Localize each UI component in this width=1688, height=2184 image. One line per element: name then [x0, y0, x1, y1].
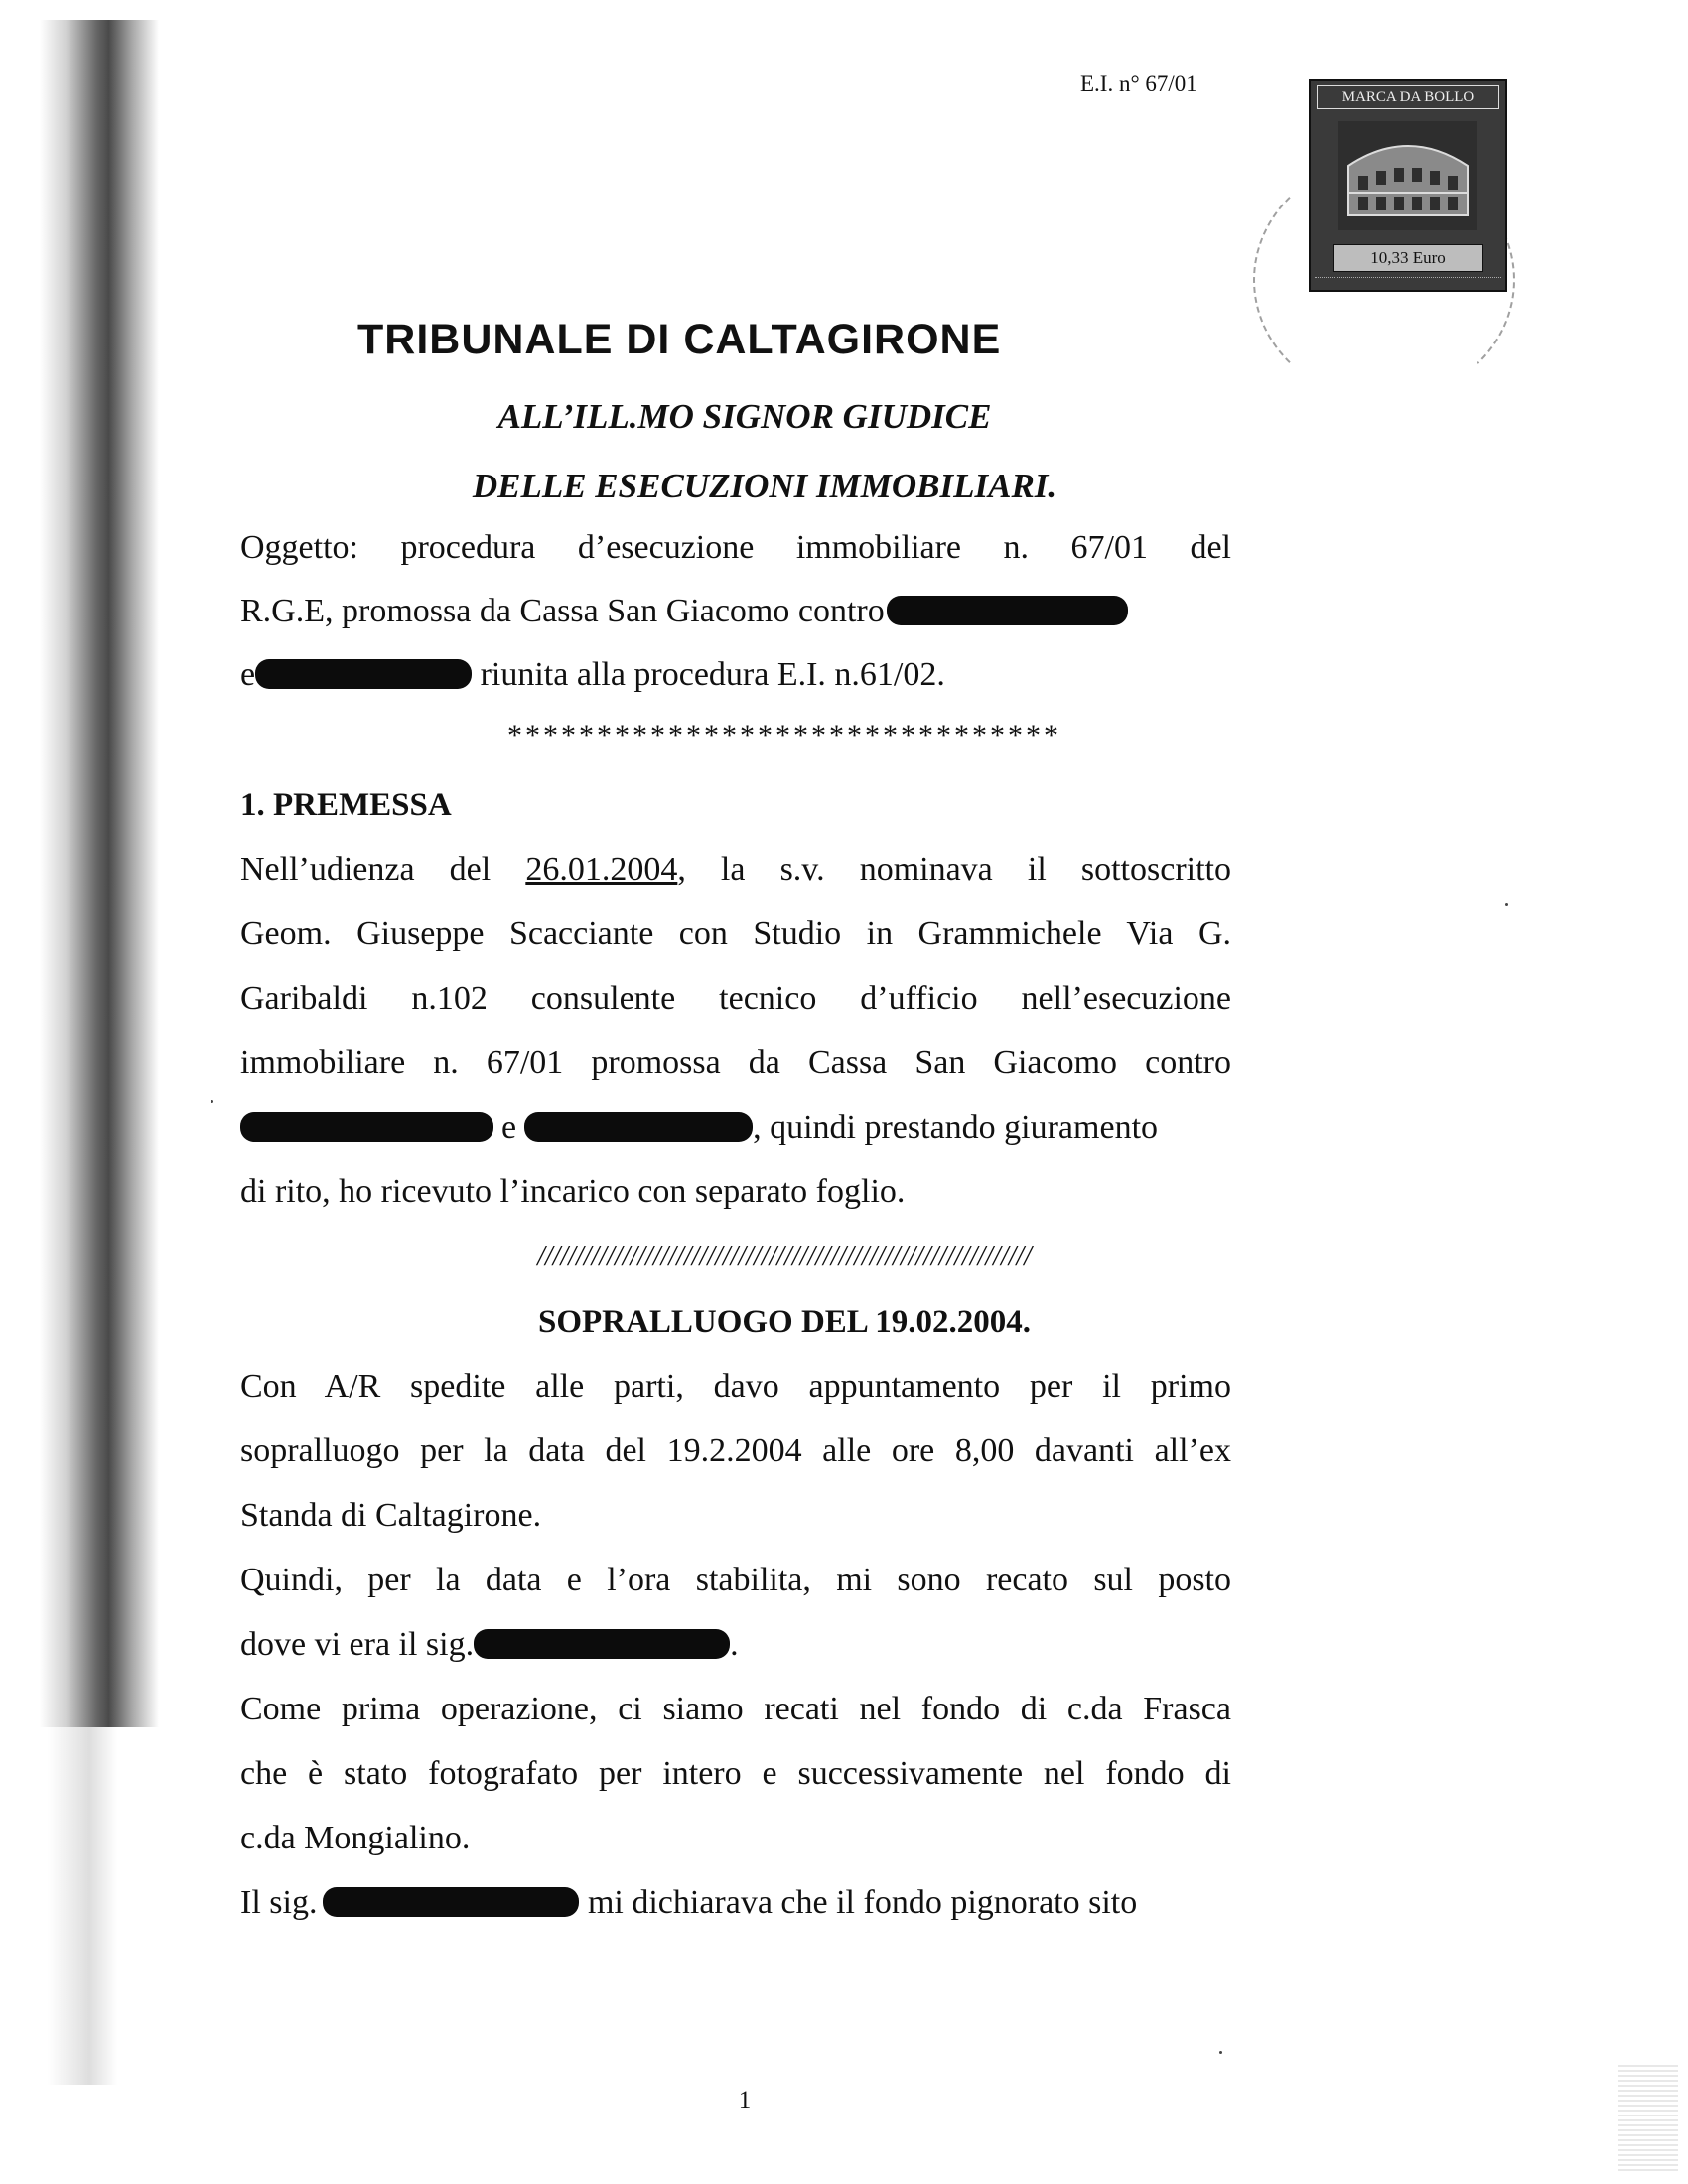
sopralluogo-text: . [730, 1626, 739, 1663]
addressee-line-2: DELLE ESECUZIONI IMMOBILIARI. [472, 467, 1057, 505]
scan-corner-noise [1618, 2065, 1678, 2174]
stamp-footer [1315, 277, 1501, 288]
subject-line-1: Oggetto: procedura d’esecuzione immobiliare n. 67/01 del [240, 529, 1231, 566]
sopralluogo-line-1: Con A/R spedite alle parti, davo appuntamento per il primo [240, 1368, 1231, 1405]
scan-speck [1505, 903, 1508, 906]
section-heading-sopralluogo: SOPRALLUOGO DEL 19.02.2004. [538, 1304, 1031, 1340]
slash-separator: //////////////////////////////////////////////////////////////// [537, 1241, 1032, 1272]
sopralluogo-text: Il sig. [240, 1884, 318, 1921]
redacted-name [323, 1887, 579, 1917]
premessa-line-5 [240, 1109, 1231, 1147]
colosseum-icon [1338, 121, 1477, 230]
addressee-line-1: ALL’ILL.MO SIGNOR GIUDICE [497, 397, 992, 436]
premessa-line-4: immobiliare n. 67/01 promossa da Cassa San Giacomo contro [240, 1044, 1231, 1081]
case-reference: E.I. n° 67/01 [1080, 71, 1197, 96]
section-heading-premessa: 1. PREMESSA [240, 787, 452, 823]
sopralluogo-line-8: c.da Mongialino. [240, 1820, 471, 1856]
scan-speck [1219, 2051, 1222, 2054]
subject-line-3 [240, 656, 1231, 694]
redacted-name [887, 596, 1128, 625]
sopralluogo-line-6: Come prima operazione, ci siamo recati nel fondo di c.da Frasca [240, 1691, 1231, 1727]
stamp-value: 10,33 Euro [1333, 244, 1483, 272]
revenue-stamp [1309, 79, 1507, 292]
premessa-line-2: Geom. Giuseppe Scacciante con Studio in Grammichele Via G. [240, 915, 1231, 952]
subject-text: R.G.E, promossa da Cassa San Giacomo contro [240, 593, 885, 629]
redacted-name [474, 1629, 730, 1659]
stamp-label: MARCA DA BOLLO [1317, 85, 1499, 109]
premessa-text: , quindi prestando giuramento [753, 1109, 1159, 1146]
sopralluogo-line-2: sopralluogo per la data del 19.2.2004 alle ore 8,00 davanti all’ex [240, 1433, 1231, 1469]
hearing-date: 26.01.2004 [525, 851, 678, 887]
scan-edge-shadow [40, 20, 159, 1727]
document-title: TRIBUNALE DI CALTAGIRONE [357, 316, 1002, 363]
redacted-name [524, 1112, 753, 1142]
subject-text: e [240, 656, 256, 693]
premessa-text: , la s.v. nominava il sottoscritto [677, 851, 1231, 887]
premessa-line-6: di rito, ho ricevuto l’incarico con separato foglio. [240, 1173, 906, 1210]
sopralluogo-line-5 [240, 1626, 1231, 1664]
sopralluogo-line-3: Standa di Caltagirone. [240, 1497, 542, 1534]
subject-text: riunita alla procedura E.I. n.61/02. [472, 656, 945, 693]
scan-speck [211, 1100, 213, 1103]
sopralluogo-line-7: che è stato fotografato per intero e successivamente nel fondo di [240, 1755, 1231, 1792]
premessa-text: e [501, 1109, 517, 1146]
premessa-line-1 [240, 851, 1231, 888]
premessa-text: Nell’udienza del [240, 851, 526, 887]
sopralluogo-text: dove vi era il sig. [240, 1626, 475, 1663]
page-number: 1 [738, 2087, 752, 2114]
sopralluogo-line-4: Quindi, per la data e l’ora stabilita, mi sono recato sul posto [240, 1562, 1231, 1598]
premessa-line-3: Garibaldi n.102 consulente tecnico d’ufficio nell’esecuzione [240, 980, 1231, 1017]
star-separator: ******************************* [507, 719, 1061, 751]
subject-line-2 [240, 593, 1231, 630]
scan-edge-shadow-lower [48, 1727, 117, 2085]
redacted-name [240, 1112, 493, 1142]
redacted-name [255, 659, 472, 689]
sopralluogo-line-9 [240, 1884, 1231, 1922]
sopralluogo-text: mi dichiarava che il fondo pignorato sito [579, 1884, 1138, 1921]
